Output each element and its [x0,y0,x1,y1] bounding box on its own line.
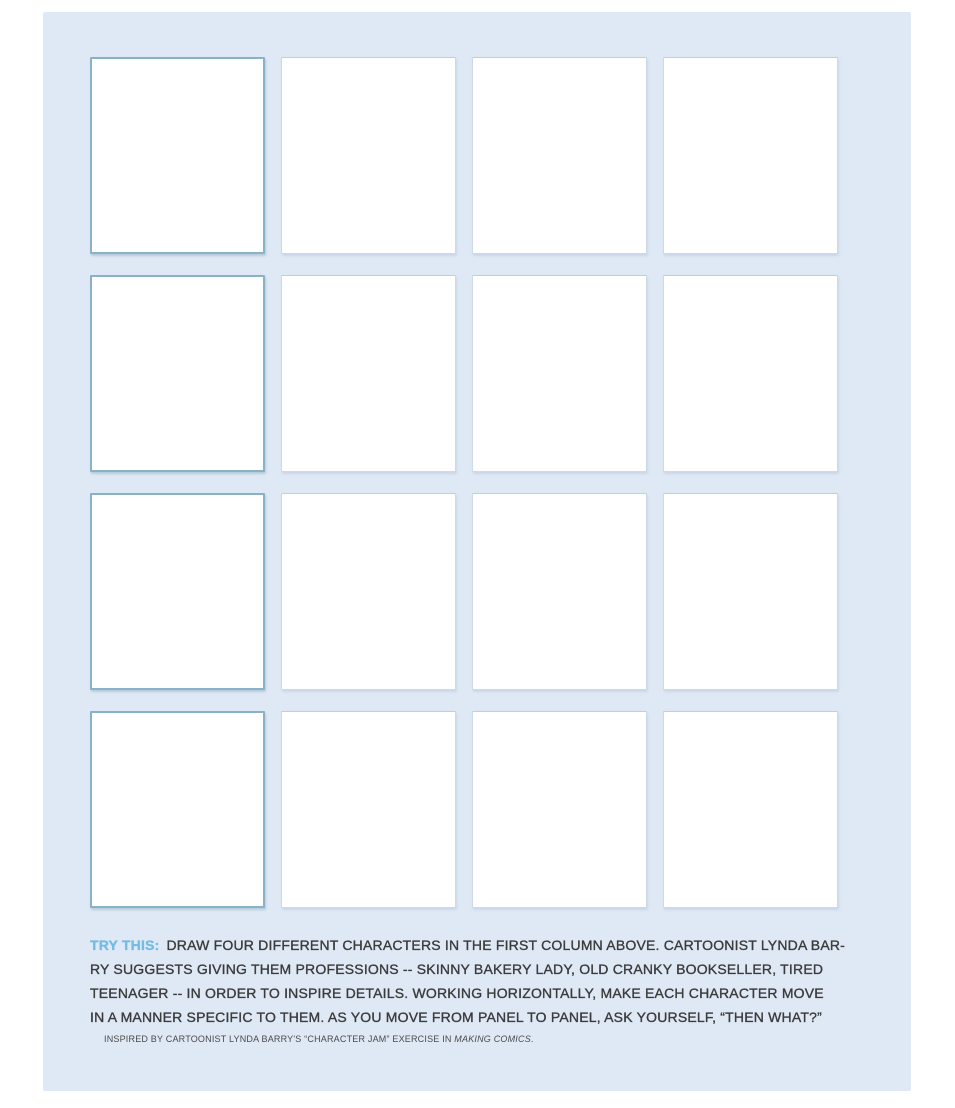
drawing-panel-r2c2 [281,275,456,472]
workbook-page [43,12,911,1091]
exercise-instructions [90,933,880,1044]
try-this-label: TRY THIS: [90,937,160,953]
drawing-panel-r1c2 [281,57,456,254]
drawing-panel-r4c4 [663,711,838,908]
drawing-panel-r3c1 [90,493,265,690]
drawing-panel-r1c4 [663,57,838,254]
drawing-panel-r4c1 [90,711,265,908]
panel-grid [90,57,838,908]
drawing-panel-r3c4 [663,493,838,690]
instruction-text-1: DRAW FOUR DIFFERENT CHARACTERS IN THE FIRST COLUMN ABOVE. CARTOONIST LYNDA BAR- [166,937,846,953]
drawing-panel-r2c1 [90,275,265,472]
drawing-panel-r4c3 [472,711,647,908]
credit-line [104,1034,880,1044]
drawing-panel-r1c1 [90,57,265,254]
drawing-panel-r3c3 [472,493,647,690]
drawing-panel-r2c4 [663,275,838,472]
drawing-panel-r3c2 [281,493,456,690]
instruction-line-4: IN A MANNER SPECIFIC TO THEM. AS YOU MOVE FROM PANEL TO PANEL, ASK YOURSELF, “THEN WHAT?” [90,1009,822,1025]
drawing-panel-r1c3 [472,57,647,254]
drawing-panel-r4c2 [281,711,456,908]
instruction-line-3: TEENAGER -- IN ORDER TO INSPIRE DETAILS. WORKING HORIZONTALLY, MAKE EACH CHARACTER MOVE [90,985,824,1001]
credit-period: . [530,1034,534,1044]
drawing-panel-r2c3 [472,275,647,472]
credit-text: INSPIRED BY CARTOONIST LYNDA BARRY'S “CHARACTER JAM” EXERCISE IN [104,1034,455,1044]
instruction-line-1 [90,933,880,957]
instruction-line-2: RY SUGGESTS GIVING THEM PROFESSIONS -- SKINNY BAKERY LADY, OLD CRANKY BOOKSELLER, TIRED [90,961,824,977]
credit-book-title: MAKING COMICS [454,1034,531,1044]
